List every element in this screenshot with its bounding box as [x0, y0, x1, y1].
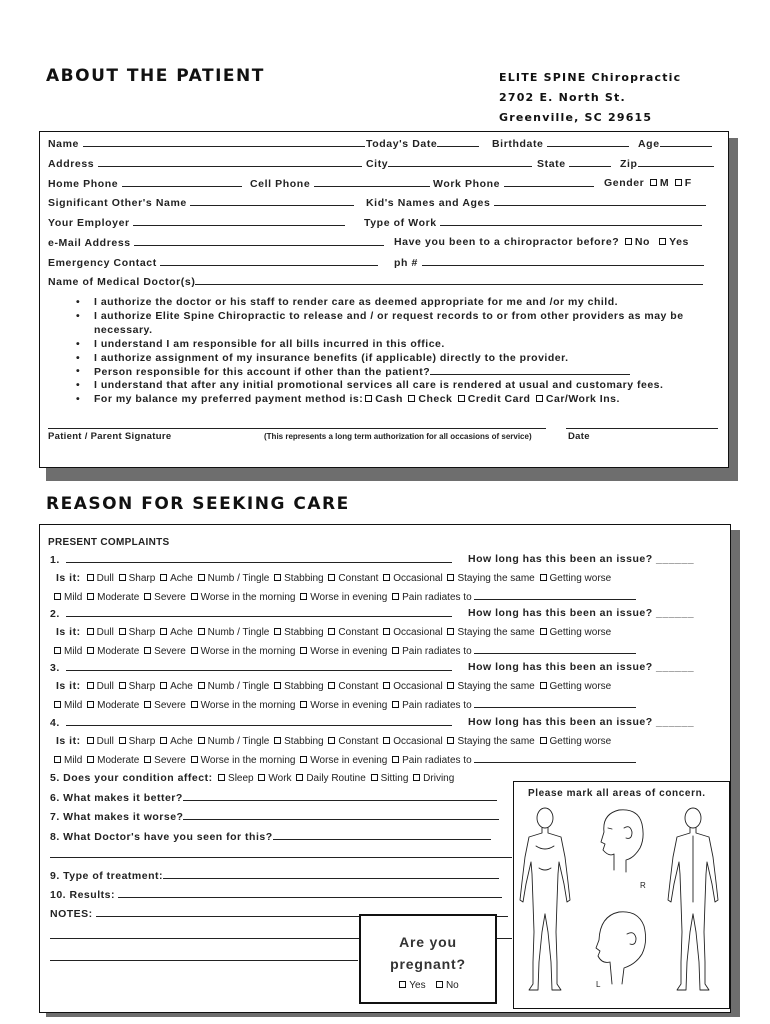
q10-label: 10. Results: — [50, 889, 115, 901]
severity-label: Pain radiates to — [402, 592, 472, 603]
quality-label: Constant — [338, 573, 379, 584]
emergency-contact-label: Emergency Contact — [48, 257, 157, 269]
quality-label: Dull — [96, 627, 114, 638]
severity-checkbox[interactable] — [191, 701, 198, 708]
quality-label: Staying the same — [457, 627, 535, 638]
quality-checkbox[interactable] — [328, 574, 335, 581]
severity-checkbox[interactable] — [300, 647, 307, 654]
q10-row — [50, 888, 502, 902]
quality-checkbox[interactable] — [383, 574, 390, 581]
quality-checkbox[interactable] — [540, 682, 547, 689]
how-long-label: How long has this been an issue? ______ — [468, 716, 695, 728]
quality-checkbox[interactable] — [160, 737, 167, 744]
chiro-no-checkbox[interactable] — [625, 238, 632, 245]
q8-label: 8. What Doctor's have you seen for this? — [50, 831, 273, 843]
section-title-reason: REASON FOR SEEKING CARE — [46, 494, 350, 514]
q5-label: 5. Does your condition affect: — [50, 772, 213, 784]
severity-checkbox[interactable] — [191, 756, 198, 763]
is-it-label: Is it: — [56, 626, 81, 638]
complaint-field[interactable] — [66, 661, 452, 671]
severity-checkbox[interactable] — [392, 593, 399, 600]
severity-label: Worse in evening — [310, 700, 388, 711]
quality-label: Dull — [96, 681, 114, 692]
quality-checkbox[interactable] — [160, 574, 167, 581]
severity-label: Mild — [64, 700, 83, 711]
age-field[interactable] — [660, 137, 712, 147]
quality-checkbox[interactable] — [383, 682, 390, 689]
quality-label: Stabbing — [284, 573, 324, 584]
severity-label: Moderate — [97, 646, 140, 657]
quality-checkbox[interactable] — [540, 737, 547, 744]
radiates-field[interactable] — [474, 698, 636, 708]
complaint-row — [50, 553, 452, 567]
gender-m-checkbox[interactable] — [650, 179, 657, 186]
quality-checkbox[interactable] — [87, 628, 94, 635]
severity-label: Worse in the morning — [200, 592, 296, 603]
severity-checkbox[interactable] — [191, 593, 198, 600]
quality-label: Staying the same — [457, 736, 535, 747]
complaint-row — [50, 661, 452, 675]
severity-checkbox[interactable] — [392, 701, 399, 708]
quality-checkbox[interactable] — [119, 628, 126, 635]
body-side-l: L — [596, 980, 601, 989]
affect-driving-checkbox[interactable] — [413, 774, 420, 781]
kids-names-label: Kid's Names and Ages — [366, 197, 491, 209]
quality-checkbox[interactable] — [328, 628, 335, 635]
quality-checkbox[interactable] — [328, 682, 335, 689]
severity-checkbox[interactable] — [144, 647, 151, 654]
cell-phone-field[interactable] — [314, 177, 430, 187]
q9-row — [50, 869, 499, 883]
address-field[interactable] — [98, 157, 362, 167]
quality-label: Numb / Tingle — [207, 627, 270, 638]
quality-label: Ache — [170, 627, 193, 638]
complaint-field[interactable] — [66, 716, 452, 726]
zip-label: Zip — [620, 158, 638, 170]
ph-label: ph # — [394, 257, 418, 269]
gender-f-checkbox[interactable] — [675, 179, 682, 186]
radiates-field[interactable] — [474, 644, 636, 654]
affect-sleep-checkbox[interactable] — [218, 774, 225, 781]
birthdate-label: Birthdate — [492, 138, 544, 150]
quality-label: Constant — [338, 627, 379, 638]
quality-checkbox[interactable] — [447, 737, 454, 744]
q10-field[interactable] — [118, 888, 502, 898]
payment-cash-label: Cash — [375, 393, 403, 405]
body-diagram-icon[interactable] — [514, 802, 729, 1007]
quality-checkbox[interactable] — [447, 628, 454, 635]
quality-label: Dull — [96, 736, 114, 747]
signature-date-field[interactable] — [566, 428, 718, 429]
quality-label: Stabbing — [284, 736, 324, 747]
complaint-field[interactable] — [66, 607, 452, 617]
quality-checkbox[interactable] — [87, 737, 94, 744]
severity-label: Pain radiates to — [402, 755, 472, 766]
severity-checkbox[interactable] — [54, 701, 61, 708]
payment-check-checkbox[interactable] — [408, 395, 415, 402]
quality-checkbox[interactable] — [160, 628, 167, 635]
severity-checkbox[interactable] — [300, 756, 307, 763]
name-label: Name — [48, 138, 79, 150]
pregnant-no-label: No — [445, 980, 459, 991]
quality-label: Occasional — [393, 573, 443, 584]
age-label: Age — [638, 138, 660, 150]
q7-label: 7. What makes it worse? — [50, 811, 184, 823]
how-long-label: How long has this been an issue? ______ — [468, 607, 695, 619]
severity-checkbox[interactable] — [144, 701, 151, 708]
q8-row — [50, 830, 491, 844]
radiates-field[interactable] — [474, 590, 636, 600]
payment-credit-checkbox[interactable] — [458, 395, 465, 402]
quality-label: Ache — [170, 736, 193, 747]
severity-label: Worse in the morning — [200, 700, 296, 711]
home-phone-label: Home Phone — [48, 178, 119, 190]
been-to-chiro-label: Have you been to a chiropractor before? — [394, 236, 620, 248]
present-complaints-label: PRESENT COMPLAINTS — [48, 537, 170, 548]
body-side-r: R — [640, 881, 646, 890]
severity-label: Worse in evening — [310, 646, 388, 657]
severity-label: Moderate — [97, 592, 140, 603]
complaint-number: 1. — [50, 554, 60, 566]
quality-checkbox[interactable] — [198, 682, 205, 689]
responsible-person-field[interactable] — [430, 365, 630, 375]
q6-row — [50, 791, 497, 805]
type-of-work-label: Type of Work — [364, 217, 437, 229]
affect-driving-label: Driving — [423, 773, 455, 784]
quality-label: Numb / Tingle — [207, 681, 270, 692]
quality-checkbox[interactable] — [383, 628, 390, 635]
email-label: e-Mail Address — [48, 237, 131, 249]
quality-row — [56, 735, 611, 748]
quality-checkbox[interactable] — [540, 628, 547, 635]
notes-line-3[interactable] — [50, 960, 358, 961]
quality-label: Sharp — [128, 736, 156, 747]
severity-label: Severe — [154, 700, 186, 711]
quality-checkbox[interactable] — [160, 682, 167, 689]
complaint-number: 4. — [50, 717, 60, 729]
is-it-label: Is it: — [56, 680, 81, 692]
address-label: Address — [48, 158, 95, 170]
quality-checkbox[interactable] — [87, 574, 94, 581]
quality-label: Constant — [338, 681, 379, 692]
state-field[interactable] — [569, 157, 611, 167]
quality-checkbox[interactable] — [383, 737, 390, 744]
medical-doctor-field[interactable] — [195, 275, 703, 285]
quality-checkbox[interactable] — [274, 737, 281, 744]
severity-label: Worse in evening — [310, 592, 388, 603]
quality-label: Getting worse — [549, 573, 612, 584]
quality-label: Dull — [96, 573, 114, 584]
clinic-city: Greenville, SC 29615 — [499, 111, 653, 124]
quality-checkbox[interactable] — [198, 737, 205, 744]
quality-label: Sharp — [128, 681, 156, 692]
severity-checkbox[interactable] — [392, 647, 399, 654]
birthdate-field[interactable] — [547, 137, 629, 147]
body-chart-label: Please mark all areas of concern. — [528, 788, 706, 799]
zip-field[interactable] — [638, 157, 714, 167]
quality-label: Occasional — [393, 627, 443, 638]
significant-other-label: Significant Other's Name — [48, 197, 187, 209]
affect-sitting-checkbox[interactable] — [371, 774, 378, 781]
quality-label: Sharp — [128, 627, 156, 638]
city-label: City — [366, 158, 389, 170]
quality-checkbox[interactable] — [274, 574, 281, 581]
gender-label: Gender — [604, 177, 645, 189]
gender-m-label: M — [659, 177, 670, 189]
quality-checkbox[interactable] — [447, 574, 454, 581]
notes-label: NOTES: — [50, 908, 93, 920]
affect-daily-label: Daily Routine — [306, 773, 366, 784]
severity-checkbox[interactable] — [144, 756, 151, 763]
quality-checkbox[interactable] — [274, 628, 281, 635]
complaint-field[interactable] — [66, 553, 452, 563]
severity-checkbox[interactable] — [87, 756, 94, 763]
severity-checkbox[interactable] — [191, 647, 198, 654]
clinic-address-block — [499, 68, 681, 128]
cell-phone-label: Cell Phone — [250, 178, 311, 190]
todays-date-field[interactable] — [437, 137, 479, 147]
signature-label: Patient / Parent Signature — [48, 431, 172, 442]
affect-sitting-label: Sitting — [380, 773, 409, 784]
quality-label: Stabbing — [284, 681, 324, 692]
payment-label: For my balance my preferred payment method is: — [94, 393, 364, 405]
employer-label: Your Employer — [48, 217, 130, 229]
body-chart[interactable] — [513, 781, 730, 1009]
severity-checkbox[interactable] — [87, 647, 94, 654]
severity-label: Worse in the morning — [200, 646, 296, 657]
significant-other-field[interactable] — [190, 196, 354, 206]
quality-checkbox[interactable] — [198, 628, 205, 635]
pregnant-yes-checkbox[interactable] — [399, 981, 406, 988]
severity-checkbox[interactable] — [87, 701, 94, 708]
q7-field[interactable] — [183, 810, 499, 820]
quality-label: Numb / Tingle — [207, 736, 270, 747]
q5-row — [50, 772, 454, 785]
quality-label: Constant — [338, 736, 379, 747]
q6-label: 6. What makes it better? — [50, 792, 183, 804]
q8-extra-line[interactable] — [50, 857, 512, 858]
pregnant-question-1: Are you — [399, 934, 457, 950]
payment-check-label: Check — [418, 393, 453, 405]
severity-label: Mild — [64, 755, 83, 766]
severity-checkbox[interactable] — [54, 593, 61, 600]
todays-date-label: Today's Date — [366, 138, 438, 150]
severity-row — [52, 698, 636, 712]
pregnant-yes-label: Yes — [409, 980, 426, 991]
severity-row — [52, 753, 636, 767]
severity-checkbox[interactable] — [300, 701, 307, 708]
work-phone-label: Work Phone — [433, 178, 501, 190]
q9-field[interactable] — [163, 869, 499, 879]
employer-field[interactable] — [133, 216, 345, 226]
is-it-label: Is it: — [56, 735, 81, 747]
complaint-number: 3. — [50, 662, 60, 674]
date-label: Date — [568, 431, 590, 442]
quality-checkbox[interactable] — [119, 682, 126, 689]
type-of-work-field[interactable] — [440, 216, 702, 226]
complaint-number: 2. — [50, 608, 60, 620]
complaint-row — [50, 716, 452, 730]
affect-work-label: Work — [268, 773, 292, 784]
q6-field[interactable] — [183, 791, 497, 801]
severity-label: Worse in the morning — [200, 755, 296, 766]
quality-label: Sharp — [128, 573, 156, 584]
quality-label: Staying the same — [457, 681, 535, 692]
severity-checkbox[interactable] — [54, 756, 61, 763]
quality-checkbox[interactable] — [119, 574, 126, 581]
payment-ins-checkbox[interactable] — [536, 395, 543, 402]
affect-daily-checkbox[interactable] — [296, 774, 303, 781]
is-it-label: Is it: — [56, 572, 81, 584]
q8-field[interactable] — [273, 830, 491, 840]
name-field[interactable] — [83, 137, 365, 147]
pregnant-question-2: pregnant? — [390, 956, 466, 972]
signature-field[interactable] — [48, 428, 546, 429]
city-field[interactable] — [388, 157, 532, 167]
severity-checkbox[interactable] — [300, 593, 307, 600]
quality-checkbox[interactable] — [447, 682, 454, 689]
how-long-label: How long has this been an issue? ______ — [468, 661, 695, 673]
quality-checkbox[interactable] — [328, 737, 335, 744]
severity-checkbox[interactable] — [87, 593, 94, 600]
severity-label: Mild — [64, 592, 83, 603]
severity-checkbox[interactable] — [144, 593, 151, 600]
clinic-name: ELITE SPINE Chiropractic — [499, 71, 682, 84]
state-label: State — [537, 158, 566, 170]
quality-label: Stabbing — [284, 627, 324, 638]
quality-label: Occasional — [393, 736, 443, 747]
q9-label: 9. Type of treatment: — [50, 870, 163, 882]
kids-names-field[interactable] — [494, 196, 706, 206]
signature-note: (This represents a long term authorization for all occasions of service) — [264, 432, 532, 441]
quality-label: Ache — [170, 573, 193, 584]
chiro-yes-checkbox[interactable] — [659, 238, 666, 245]
severity-label: Moderate — [97, 700, 140, 711]
severity-label: Severe — [154, 592, 186, 603]
medical-doctor-label: Name of Medical Doctor(s) — [48, 276, 196, 288]
gender-f-label: F — [684, 177, 692, 189]
severity-label: Pain radiates to — [402, 700, 472, 711]
radiates-field[interactable] — [474, 753, 636, 763]
severity-checkbox[interactable] — [392, 756, 399, 763]
quality-checkbox[interactable] — [87, 682, 94, 689]
severity-label: Worse in evening — [310, 755, 388, 766]
payment-credit-label: Credit Card — [467, 393, 531, 405]
quality-label: Occasional — [393, 681, 443, 692]
severity-label: Moderate — [97, 755, 140, 766]
ph-field[interactable] — [422, 256, 704, 266]
quality-row — [56, 680, 611, 693]
severity-row — [52, 590, 636, 604]
severity-label: Severe — [154, 646, 186, 657]
complaint-row — [50, 607, 452, 621]
q7-row — [50, 810, 499, 824]
quality-checkbox[interactable] — [540, 574, 547, 581]
quality-row — [56, 572, 611, 585]
responsible-person-label: Person responsible for this account if other than the patient? — [94, 366, 431, 378]
pregnant-box — [359, 914, 497, 1004]
severity-row — [52, 644, 636, 658]
quality-checkbox[interactable] — [274, 682, 281, 689]
quality-label: Ache — [170, 681, 193, 692]
clinic-street: 2702 E. North St. — [499, 91, 626, 104]
quality-label: Getting worse — [549, 681, 612, 692]
chiro-yes-label: Yes — [669, 236, 689, 248]
severity-label: Severe — [154, 755, 186, 766]
quality-label: Getting worse — [549, 736, 612, 747]
affect-work-checkbox[interactable] — [258, 774, 265, 781]
quality-label: Getting worse — [549, 627, 612, 638]
section-title-about-patient: ABOUT THE PATIENT — [46, 66, 265, 86]
work-phone-field[interactable] — [504, 177, 594, 187]
email-field[interactable] — [134, 236, 384, 246]
how-long-label: How long has this been an issue? ______ — [468, 553, 695, 565]
payment-ins-label: Car/Work Ins. — [545, 393, 620, 405]
home-phone-field[interactable] — [122, 177, 242, 187]
severity-label: Pain radiates to — [402, 646, 472, 657]
quality-checkbox[interactable] — [119, 737, 126, 744]
severity-label: Mild — [64, 646, 83, 657]
emergency-contact-field[interactable] — [160, 256, 378, 266]
severity-checkbox[interactable] — [54, 647, 61, 654]
pregnant-no-checkbox[interactable] — [436, 981, 443, 988]
quality-label: Numb / Tingle — [207, 573, 270, 584]
quality-checkbox[interactable] — [198, 574, 205, 581]
chiro-no-label: No — [634, 236, 651, 248]
affect-sleep-label: Sleep — [228, 773, 254, 784]
pregnant-options — [361, 980, 495, 991]
payment-cash-checkbox[interactable] — [365, 395, 372, 402]
quality-row — [56, 626, 611, 639]
quality-label: Staying the same — [457, 573, 535, 584]
